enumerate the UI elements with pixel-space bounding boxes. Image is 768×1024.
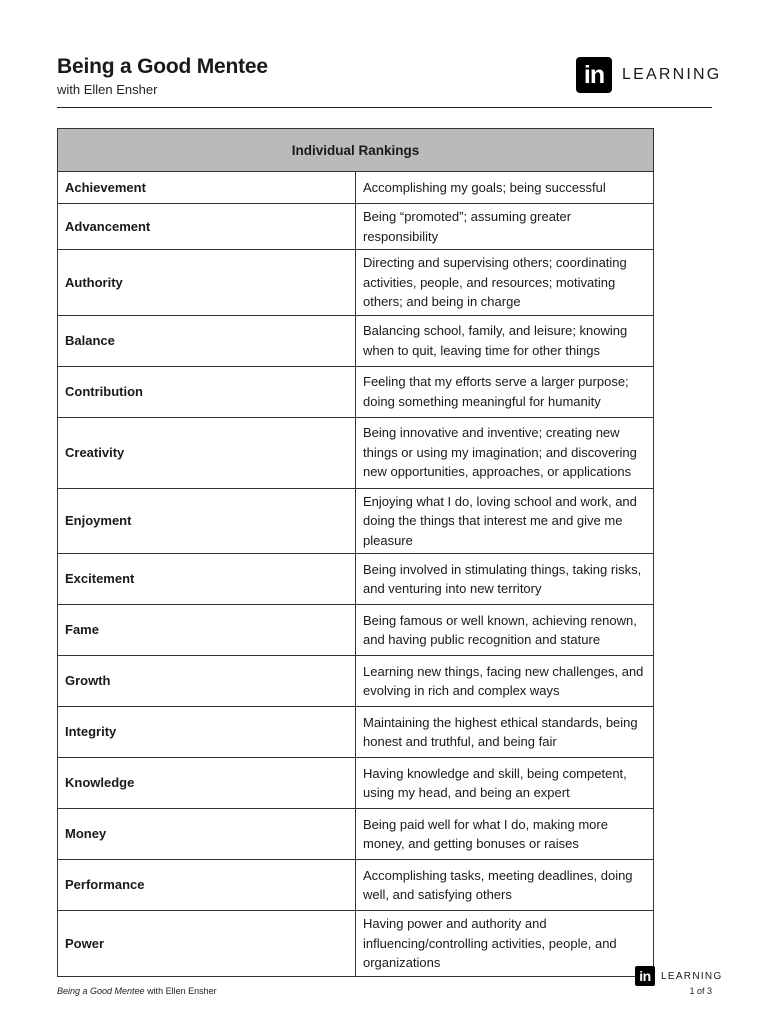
table-row (58, 250, 654, 316)
document-title: Being a Good Mentee (57, 55, 268, 78)
footer-course-credit (57, 986, 217, 996)
document-subtitle: with Ellen Ensher (57, 82, 158, 97)
table-body (58, 172, 654, 977)
value-description: Directing and supervising others; coordinating activities, people, and resources; motivating others; and being in charge (356, 250, 654, 316)
value-name: Growth (58, 656, 356, 707)
value-description: Accomplishing tasks, meeting deadlines, doing well, and satisfying others (356, 860, 654, 911)
value-description: Learning new things, facing new challenges, and evolving in rich and complex ways (356, 656, 654, 707)
table-row (58, 656, 654, 707)
footer-logo (635, 966, 723, 986)
table-row (58, 605, 654, 656)
table-row (58, 554, 654, 605)
table-row (58, 172, 654, 204)
footer-course-author: with Ellen Ensher (144, 986, 217, 996)
value-description: Accomplishing my goals; being successful (356, 172, 654, 204)
value-name: Power (58, 911, 356, 977)
value-name: Knowledge (58, 758, 356, 809)
footer-linkedin-in-icon: in (635, 966, 655, 986)
value-name: Money (58, 809, 356, 860)
value-description: Having power and authority and influencing/controlling activities, people, and organizations (356, 911, 654, 977)
value-description: Being “promoted”; assuming greater responsibility (356, 204, 654, 250)
value-name: Balance (58, 315, 356, 366)
linkedin-in-icon: in (576, 57, 612, 93)
value-name: Contribution (58, 366, 356, 417)
rankings-table (57, 128, 654, 977)
value-description: Being famous or well known, achieving renown, and having public recognition and stature (356, 605, 654, 656)
table-row (58, 860, 654, 911)
logo-wordmark: LEARNING (622, 66, 722, 83)
value-name: Authority (58, 250, 356, 316)
table-heading: Individual Rankings (58, 129, 654, 172)
table-row (58, 758, 654, 809)
page-number: 1 of 3 (689, 986, 712, 996)
value-name: Achievement (58, 172, 356, 204)
value-name: Excitement (58, 554, 356, 605)
value-name: Integrity (58, 707, 356, 758)
value-description: Being paid well for what I do, making more money, and getting bonuses or raises (356, 809, 654, 860)
table-row (58, 809, 654, 860)
table-row (58, 707, 654, 758)
footer-logo-wordmark: LEARNING (661, 970, 723, 982)
value-name: Advancement (58, 204, 356, 250)
linkedin-learning-logo (576, 57, 721, 93)
value-description: Feeling that my efforts serve a larger purpose; doing something meaningful for humanity (356, 366, 654, 417)
header-divider (57, 107, 712, 108)
value-name: Creativity (58, 417, 356, 488)
footer-course-title: Being a Good Mentee (57, 986, 145, 996)
table-row (58, 488, 654, 554)
value-description: Having knowledge and skill, being competent, using my head, and being an expert (356, 758, 654, 809)
table-row (58, 911, 654, 977)
value-name: Enjoyment (58, 488, 356, 554)
table-row (58, 417, 654, 488)
table-row (58, 204, 654, 250)
value-description: Maintaining the highest ethical standards, being honest and truthful, and being fair (356, 707, 654, 758)
value-name: Performance (58, 860, 356, 911)
value-description: Enjoying what I do, loving school and work, and doing the things that interest me and give me pleasure (356, 488, 654, 554)
value-name: Fame (58, 605, 356, 656)
table-row (58, 366, 654, 417)
value-description: Balancing school, family, and leisure; knowing when to quit, leaving time for other things (356, 315, 654, 366)
table-row (58, 315, 654, 366)
value-description: Being innovative and inventive; creating new things or using my imagination; and discovering new opportunities, approaches, or applications (356, 417, 654, 488)
value-description: Being involved in stimulating things, taking risks, and venturing into new territory (356, 554, 654, 605)
